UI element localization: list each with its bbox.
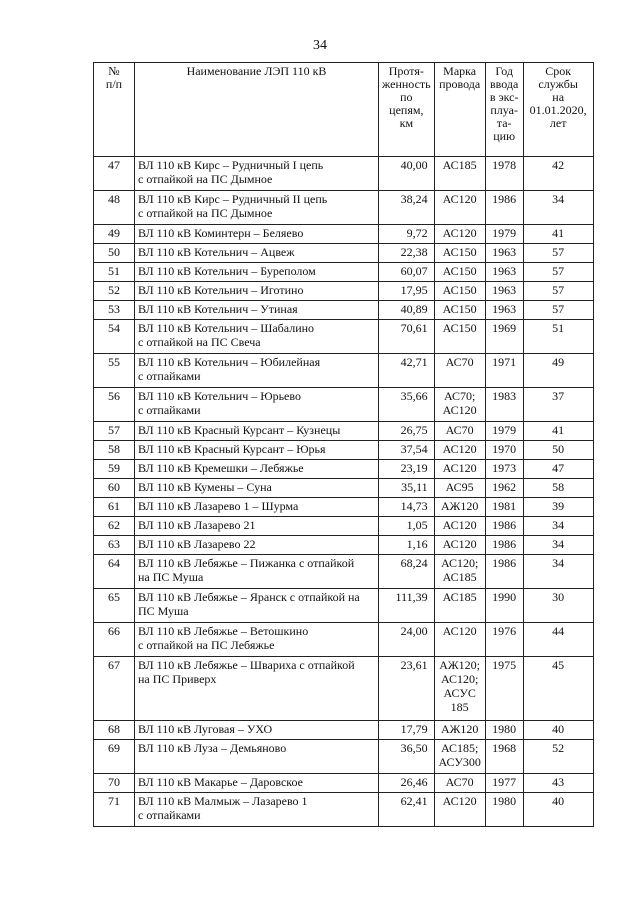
table-row <box>94 301 594 320</box>
cell-year: 1979 <box>485 422 523 441</box>
cell-length: 35,66 <box>379 388 435 422</box>
cell-year: 1970 <box>485 441 523 460</box>
cell-service: 47 <box>523 460 593 479</box>
cell-year: 1979 <box>485 225 523 244</box>
cell-wire: АС70; АС120 <box>434 388 485 422</box>
cell-wire: АС120 <box>434 460 485 479</box>
cell-wire: АС185 <box>434 589 485 623</box>
cell-line-name: ВЛ 110 кВ Котельнич – Ацвеж <box>135 244 379 263</box>
table-row <box>94 282 594 301</box>
table-header-row <box>94 63 594 157</box>
table-row <box>94 191 594 225</box>
cell-length: 14,73 <box>379 498 435 517</box>
cell-length: 22,38 <box>379 244 435 263</box>
table-row <box>94 623 594 657</box>
table-row <box>94 555 594 589</box>
cell-num: 47 <box>94 157 135 191</box>
cell-length: 70,61 <box>379 320 435 354</box>
header-length: Протя- женность по цепям, км <box>379 63 435 157</box>
cell-num: 69 <box>94 740 135 774</box>
cell-service: 40 <box>523 721 593 740</box>
cell-length: 42,71 <box>379 354 435 388</box>
cell-service: 57 <box>523 282 593 301</box>
cell-service: 34 <box>523 191 593 225</box>
cell-year: 1986 <box>485 536 523 555</box>
cell-num: 54 <box>94 320 135 354</box>
cell-service: 37 <box>523 388 593 422</box>
cell-line-name: ВЛ 110 кВ Лазарево 1 – Шурма <box>135 498 379 517</box>
cell-wire: АС150 <box>434 282 485 301</box>
table-row <box>94 244 594 263</box>
table-row <box>94 225 594 244</box>
cell-wire: АЖ120 <box>434 721 485 740</box>
cell-line-name: ВЛ 110 кВ Макарье – Даровское <box>135 774 379 793</box>
cell-num: 63 <box>94 536 135 555</box>
power-lines-table <box>93 62 594 827</box>
cell-length: 35,11 <box>379 479 435 498</box>
cell-year: 1981 <box>485 498 523 517</box>
table-row <box>94 460 594 479</box>
cell-year: 1963 <box>485 263 523 282</box>
cell-service: 34 <box>523 555 593 589</box>
table-row <box>94 157 594 191</box>
cell-num: 70 <box>94 774 135 793</box>
cell-year: 1986 <box>485 517 523 536</box>
cell-service: 43 <box>523 774 593 793</box>
cell-wire: АС150 <box>434 301 485 320</box>
cell-line-name: ВЛ 110 кВ Малмыж – Лазарево 1 с отпайками <box>135 793 379 827</box>
cell-year: 1969 <box>485 320 523 354</box>
header-wire: Марка провода <box>434 63 485 157</box>
cell-num: 59 <box>94 460 135 479</box>
cell-wire: АС150 <box>434 263 485 282</box>
cell-year: 1986 <box>485 555 523 589</box>
cell-line-name: ВЛ 110 кВ Лебяжье – Ветошкино с отпайкой на ПС Лебяжье <box>135 623 379 657</box>
cell-length: 1,16 <box>379 536 435 555</box>
cell-service: 39 <box>523 498 593 517</box>
cell-service: 45 <box>523 657 593 721</box>
cell-service: 50 <box>523 441 593 460</box>
cell-year: 1963 <box>485 244 523 263</box>
cell-line-name: ВЛ 110 кВ Котельнич – Буреполом <box>135 263 379 282</box>
cell-num: 53 <box>94 301 135 320</box>
cell-length: 60,07 <box>379 263 435 282</box>
cell-length: 1,05 <box>379 517 435 536</box>
cell-length: 23,19 <box>379 460 435 479</box>
cell-line-name: ВЛ 110 кВ Лебяжье – Швариха с отпайкой на ПС Приверх <box>135 657 379 721</box>
table-row <box>94 320 594 354</box>
cell-wire: АС185; АСУ300 <box>434 740 485 774</box>
table-row <box>94 498 594 517</box>
cell-length: 17,79 <box>379 721 435 740</box>
cell-line-name: ВЛ 110 кВ Котельнич – Шабалино с отпайкой на ПС Свеча <box>135 320 379 354</box>
cell-line-name: ВЛ 110 кВ Кремешки – Лебяжье <box>135 460 379 479</box>
cell-year: 1968 <box>485 740 523 774</box>
cell-service: 41 <box>523 422 593 441</box>
cell-line-name: ВЛ 110 кВ Коминтерн – Беляево <box>135 225 379 244</box>
cell-year: 1963 <box>485 301 523 320</box>
cell-length: 40,89 <box>379 301 435 320</box>
cell-wire: АС120 <box>434 441 485 460</box>
table-body <box>94 157 594 827</box>
cell-num: 51 <box>94 263 135 282</box>
table-row <box>94 517 594 536</box>
table-row <box>94 479 594 498</box>
cell-year: 1963 <box>485 282 523 301</box>
table-row <box>94 740 594 774</box>
header-name: Наименование ЛЭП 110 кВ <box>135 63 379 157</box>
cell-line-name: ВЛ 110 кВ Кумены – Суна <box>135 479 379 498</box>
header-service: Срок службы на 01.01.2020, лет <box>523 63 593 157</box>
cell-line-name: ВЛ 110 кВ Лебяжье – Пижанка с отпайкой на ПС Муша <box>135 555 379 589</box>
cell-service: 58 <box>523 479 593 498</box>
cell-line-name: ВЛ 110 кВ Кирс – Рудничный II цепь с отпайкой на ПС Дымное <box>135 191 379 225</box>
table-row <box>94 263 594 282</box>
cell-line-name: ВЛ 110 кВ Котельнич – Иготино <box>135 282 379 301</box>
cell-service: 41 <box>523 225 593 244</box>
cell-line-name: ВЛ 110 кВ Лазарево 22 <box>135 536 379 555</box>
cell-line-name: ВЛ 110 кВ Кирс – Рудничный I цепь с отпайкой на ПС Дымное <box>135 157 379 191</box>
cell-wire: АС120 <box>434 793 485 827</box>
cell-num: 62 <box>94 517 135 536</box>
cell-wire: АС185 <box>434 157 485 191</box>
cell-service: 52 <box>523 740 593 774</box>
cell-length: 111,39 <box>379 589 435 623</box>
cell-year: 1976 <box>485 623 523 657</box>
cell-line-name: ВЛ 110 кВ Лебяжье – Яранск с отпайкой на ПС Муша <box>135 589 379 623</box>
table-row <box>94 721 594 740</box>
table-row <box>94 354 594 388</box>
cell-wire: АС120 <box>434 225 485 244</box>
cell-length: 40,00 <box>379 157 435 191</box>
cell-wire: АС150 <box>434 244 485 263</box>
cell-num: 49 <box>94 225 135 244</box>
table-row <box>94 793 594 827</box>
cell-num: 56 <box>94 388 135 422</box>
cell-service: 57 <box>523 301 593 320</box>
cell-service: 34 <box>523 517 593 536</box>
cell-length: 36,50 <box>379 740 435 774</box>
cell-year: 1971 <box>485 354 523 388</box>
cell-wire: АС95 <box>434 479 485 498</box>
table-row <box>94 422 594 441</box>
cell-wire: АЖ120; АС120; АСУС 185 <box>434 657 485 721</box>
cell-year: 1973 <box>485 460 523 479</box>
cell-num: 58 <box>94 441 135 460</box>
cell-year: 1962 <box>485 479 523 498</box>
table-row <box>94 441 594 460</box>
cell-num: 57 <box>94 422 135 441</box>
cell-service: 57 <box>523 263 593 282</box>
cell-line-name: ВЛ 110 кВ Красный Курсант – Юрья <box>135 441 379 460</box>
cell-year: 1983 <box>485 388 523 422</box>
cell-num: 60 <box>94 479 135 498</box>
cell-service: 51 <box>523 320 593 354</box>
cell-num: 52 <box>94 282 135 301</box>
cell-year: 1977 <box>485 774 523 793</box>
cell-line-name: ВЛ 110 кВ Лазарево 21 <box>135 517 379 536</box>
cell-wire: АС70 <box>434 774 485 793</box>
cell-service: 40 <box>523 793 593 827</box>
cell-wire: АС70 <box>434 422 485 441</box>
cell-service: 30 <box>523 589 593 623</box>
cell-num: 68 <box>94 721 135 740</box>
cell-line-name: ВЛ 110 кВ Котельнич – Утиная <box>135 301 379 320</box>
cell-line-name: ВЛ 110 кВ Красный Курсант – Кузнецы <box>135 422 379 441</box>
cell-length: 26,75 <box>379 422 435 441</box>
cell-service: 34 <box>523 536 593 555</box>
cell-num: 65 <box>94 589 135 623</box>
cell-length: 26,46 <box>379 774 435 793</box>
cell-length: 62,41 <box>379 793 435 827</box>
cell-service: 42 <box>523 157 593 191</box>
cell-num: 61 <box>94 498 135 517</box>
cell-wire: АС70 <box>434 354 485 388</box>
cell-length: 37,54 <box>379 441 435 460</box>
table-row <box>94 774 594 793</box>
cell-line-name: ВЛ 110 кВ Котельнич – Юбилейная с отпайками <box>135 354 379 388</box>
cell-num: 64 <box>94 555 135 589</box>
cell-num: 50 <box>94 244 135 263</box>
cell-wire: АЖ120 <box>434 498 485 517</box>
cell-length: 24,00 <box>379 623 435 657</box>
cell-wire: АС150 <box>434 320 485 354</box>
cell-year: 1975 <box>485 657 523 721</box>
cell-service: 49 <box>523 354 593 388</box>
cell-year: 1990 <box>485 589 523 623</box>
cell-wire: АС120; АС185 <box>434 555 485 589</box>
cell-num: 66 <box>94 623 135 657</box>
header-year: Год ввода в экс- плуа- та- цию <box>485 63 523 157</box>
cell-length: 38,24 <box>379 191 435 225</box>
page-number: 34 <box>313 38 327 53</box>
cell-num: 71 <box>94 793 135 827</box>
cell-num: 55 <box>94 354 135 388</box>
cell-wire: АС120 <box>434 191 485 225</box>
cell-year: 1986 <box>485 191 523 225</box>
cell-wire: АС120 <box>434 517 485 536</box>
cell-wire: АС120 <box>434 623 485 657</box>
cell-num: 48 <box>94 191 135 225</box>
table-row <box>94 589 594 623</box>
cell-length: 23,61 <box>379 657 435 721</box>
cell-num: 67 <box>94 657 135 721</box>
table-row <box>94 657 594 721</box>
cell-length: 9,72 <box>379 225 435 244</box>
cell-length: 68,24 <box>379 555 435 589</box>
cell-year: 1980 <box>485 793 523 827</box>
header-num: № п/п <box>94 63 135 157</box>
cell-service: 57 <box>523 244 593 263</box>
cell-service: 44 <box>523 623 593 657</box>
cell-line-name: ВЛ 110 кВ Луговая – УХО <box>135 721 379 740</box>
cell-line-name: ВЛ 110 кВ Луза – Демьяново <box>135 740 379 774</box>
cell-wire: АС120 <box>434 536 485 555</box>
cell-length: 17,95 <box>379 282 435 301</box>
cell-year: 1980 <box>485 721 523 740</box>
cell-year: 1978 <box>485 157 523 191</box>
table-row <box>94 388 594 422</box>
table-row <box>94 536 594 555</box>
cell-line-name: ВЛ 110 кВ Котельнич – Юрьево с отпайками <box>135 388 379 422</box>
